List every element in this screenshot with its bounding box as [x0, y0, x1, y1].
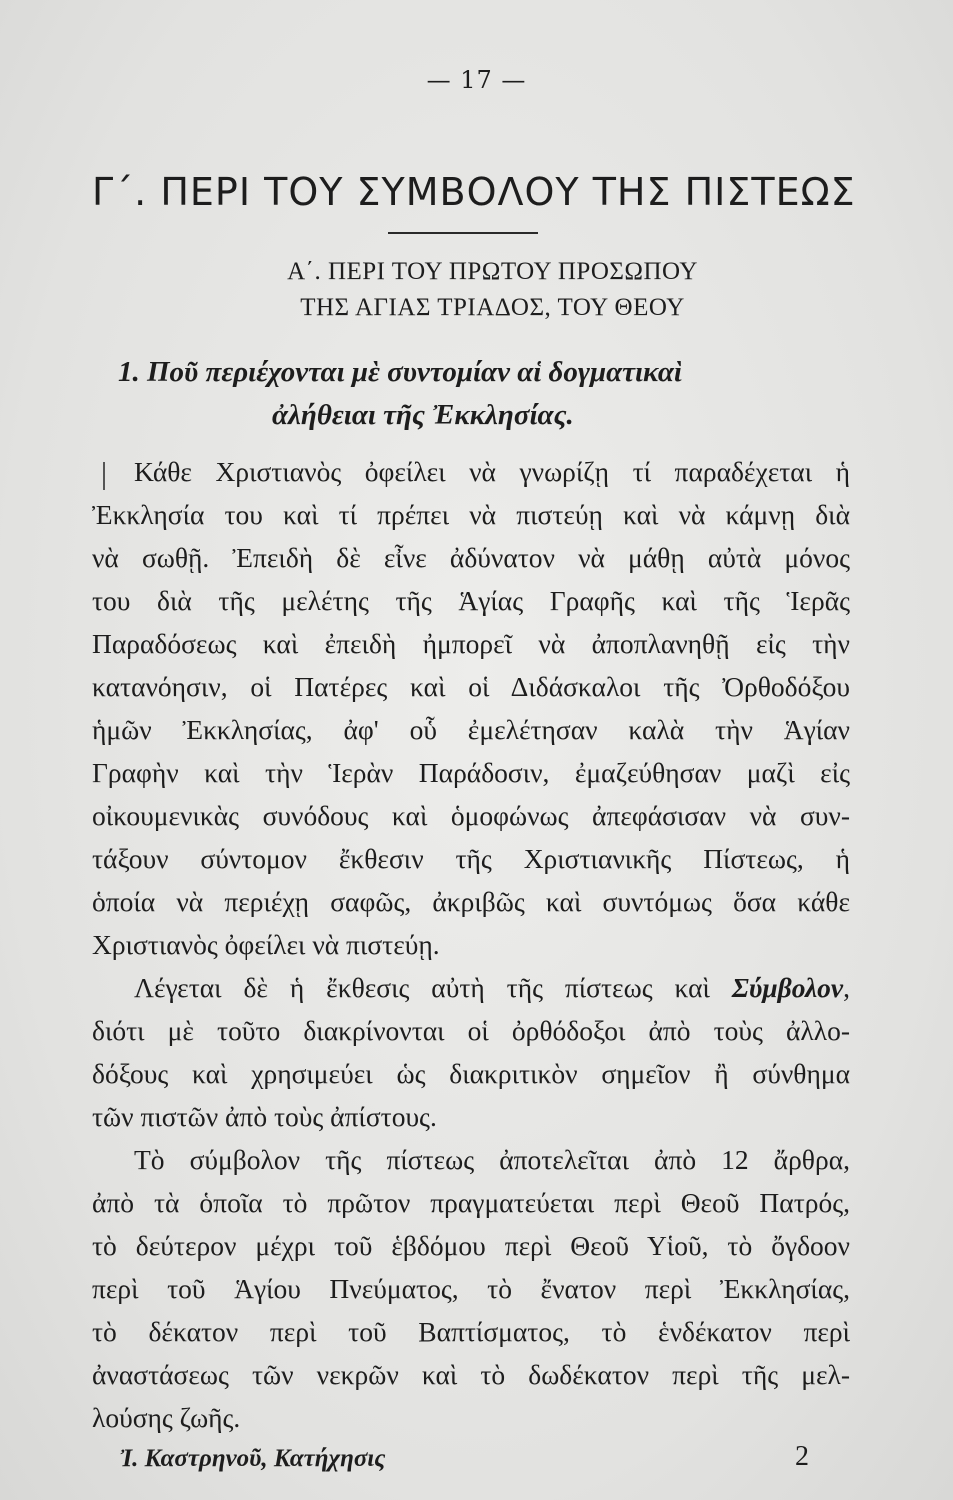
paragraph-3-line: περὶ τοῦ Ἁγίου Πνεύματος, τὸ ἔνατον περὶ Ἐκκλησίας,: [92, 1273, 850, 1304]
question-heading-line-1: 1. Ποῦ περιέχονται μὲ συντομίαν αἱ δογματικαὶ: [118, 356, 682, 388]
footer-signature-mark: 2: [795, 1441, 809, 1472]
paragraph-3-line: ἀπὸ τὰ ὁποῖα τὸ πρῶτον πραγματεύεται περὶ Θεοῦ Πατρός,: [92, 1187, 850, 1218]
paragraph-1-line: Παραδόσεως καὶ ἐπειδὴ ἠμπορεῖ νὰ ἀποπλανηθῇ εἰς τὴν: [92, 628, 850, 659]
margin-mark: [103, 462, 105, 490]
section-title-line-2: ΤΗΣ ΑΓΙΑΣ ΤΡΙΑΔΟΣ, ΤΟΥ ΘΕΟΥ: [300, 294, 685, 321]
question-heading-line-2: ἀλήθειαι τῆς Ἐκκλησίας.: [272, 399, 574, 431]
paragraph-1-line: οἰκουμενικὰς συνόδους καὶ ὁμοφώνως ἀπεφάσισαν νὰ συν-: [92, 800, 850, 831]
paragraph-2-line: διότι μὲ τοῦτο διακρίνονται οἱ ὀρθόδοξοι ἀπὸ τοὺς ἀλλο-: [92, 1015, 850, 1046]
section-title-line-1: Α΄. ΠΕΡΙ ΤΟΥ ΠΡΩΤΟΥ ΠΡΟΣΩΠΟΥ: [287, 258, 698, 285]
footer-signature: Ἰ. Καστρηνοῦ, Κατήχησις: [120, 1445, 386, 1472]
page-number: — 17 —: [426, 66, 527, 94]
paragraph-1-line: Χριστιανὸς ὀφείλει νὰ πιστεύῃ.: [92, 929, 440, 960]
paragraph-1-line: ὁποία νὰ περιέχῃ σαφῶς, ἀκριβῶς καὶ συντόμως ὅσα κάθε: [92, 886, 850, 917]
symbol-term: Σύμβολον: [731, 972, 844, 1003]
paragraph-1-line: Κάθε Χριστιανὸς ὀφείλει νὰ γνωρίζῃ τί παραδέχεται ἡ: [134, 456, 850, 487]
paragraph-3-line: λούσης ζωῆς.: [92, 1402, 241, 1433]
paragraph-1-line: τάξουν σύντομον ἔκθεσιν τῆς Χριστιανικῆς Πίστεως, ἡ: [92, 843, 850, 874]
chapter-title: Γ΄. ΠΕΡΙ ΤΟΥ ΣΥΜΒΟΛΟΥ ΤΗΣ ΠΙΣΤΕΩΣ: [92, 170, 856, 214]
title-divider: [388, 232, 538, 234]
paragraph-3-line: τὸ δέκατον περὶ τοῦ Βαπτίσματος, τὸ ἑνδέκατον περὶ: [92, 1316, 850, 1347]
paragraph-1-line: του διὰ τῆς μελέτης τῆς Ἁγίας Γραφῆς καὶ τῆς Ἱερᾶς: [92, 585, 850, 616]
paragraph-1-line: κατανόησιν, οἱ Πατέρες καὶ οἱ Διδάσκαλοι τῆς Ὀρθοδόξου: [92, 671, 850, 702]
paragraph-3-line: Τὸ σύμβολον τῆς πίστεως ἀποτελεῖται ἀπὸ 12 ἄρθρα,: [134, 1144, 850, 1175]
paragraph-2-line-end: ,: [843, 972, 850, 1003]
paragraph-1-line: νὰ σωθῇ. Ἐπειδὴ δὲ εἶνε ἀδύνατον νὰ μάθῃ αὐτὰ μόνος: [92, 542, 850, 573]
paragraph-3-line: ἀναστάσεως τῶν νεκρῶν καὶ τὸ δωδέκατον περὶ τῆς μελ-: [92, 1359, 850, 1390]
paragraph-1-line: Ἐκκλησία του καὶ τί πρέπει νὰ πιστεύῃ καὶ νὰ κάμνῃ διὰ: [92, 499, 850, 530]
paragraph-2-line-start: Λέγεται δὲ ἡ ἔκθεσις αὐτὴ τῆς πίστεως καὶ: [134, 972, 732, 1003]
paragraph-1-line: Γραφὴν καὶ τὴν Ἱερὰν Παράδοσιν, ἐμαζεύθησαν μαζὶ εἰς: [92, 757, 850, 788]
paragraph-2-line: δόξους καὶ χρησιμεύει ὡς διακριτικὸν σημεῖον ἢ σύνθημα: [92, 1058, 850, 1089]
paragraph-2-line: τῶν πιστῶν ἀπὸ τοὺς ἀπίστους.: [92, 1101, 437, 1132]
paragraph-2-first-line: [134, 972, 850, 1004]
paragraph-3-line: τὸ δεύτερον μέχρι τοῦ ἑβδόμου περὶ Θεοῦ Υἱοῦ, τὸ ὄγδοον: [92, 1230, 850, 1261]
paragraph-1-line: ἡμῶν Ἐκκλησίας, ἀφ' οὗ ἐμελέτησαν καλὰ τὴν Ἁγίαν: [92, 714, 850, 745]
